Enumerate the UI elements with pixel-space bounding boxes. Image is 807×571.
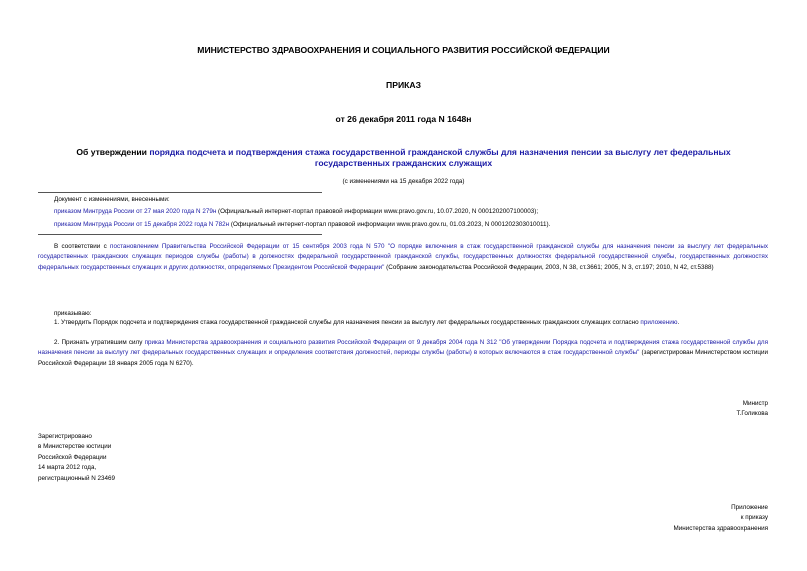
preamble-paragraph (38, 242, 768, 273)
order-item-2 (38, 338, 768, 369)
registration-block (38, 432, 238, 484)
doc-date-number: от 26 декабря 2011 года N 1648н (335, 114, 472, 124)
change-link-2[interactable]: приказом Минтруда России от 15 декабря 2022 года N 782н (54, 220, 230, 228)
repealed-order-link[interactable]: приказ Министерства здравоохранения и социального развития Российской Федерации от 9 декабря 2004 года N 312 "Об утверждении Порядка подсчета и подтверждения стажа государственной службы для назначения пенсии за выслугу лет федеральных государственных служащих и определения соответствия должностей, периоды службы (работы) в которых включаются в стаж государственной службы" (38, 339, 768, 357)
change-rest-2: (Официальный интернет-портал правовой информации www.pravo.gov.ru, 01.03.2023, N 0001202303010011). (229, 220, 551, 228)
title-prefix: Об утверждении (76, 147, 150, 157)
signature-block (560, 399, 768, 420)
appendix-link[interactable]: приложению (640, 319, 678, 326)
appendix-line: к приказу (740, 514, 768, 522)
doc-type-heading: ПРИКАЗ (386, 80, 421, 90)
change-link-1[interactable]: приказом Минтруда России от 27 мая 2020 года N 279н (54, 208, 217, 216)
item-2-tail: (зарегистрирован Министерством юстиции Российской Федерации 18 января 2005 года N 6270). (38, 349, 768, 367)
appendix-block (560, 503, 768, 534)
registration-line: в Министерстве юстиции (38, 443, 112, 451)
title-link[interactable]: порядка подсчета и подтверждения стажа государственной гражданской службы для назначения пенсии за выслугу лет федеральных государственных гражданских служащих (149, 147, 731, 168)
changes-heading: Документ с изменениями, внесенными: (54, 196, 170, 203)
change-rest-1: (Официальный интернет-портал правовой информации www.pravo.gov.ru, 10.07.2020, N 0001202007100003); (216, 208, 539, 216)
appendix-line: Приложение (731, 504, 768, 511)
item-1-text: 1. Утвердить Порядок подсчета и подтверждения стажа государственной гражданской службы для назначения пенсии за выслугу лет федеральных государственных гражданских служащих согласно (54, 319, 641, 326)
document-title (60, 147, 747, 169)
changes-top-rule (38, 192, 322, 193)
ministry-heading: МИНИСТЕРСТВО ЗДРАВООХРАНЕНИЯ И СОЦИАЛЬНОГО РАЗВИТИЯ РОССИЙСКОЙ ФЕДЕРАЦИИ (197, 45, 610, 55)
registration-line: 14 марта 2012 года, (38, 464, 97, 472)
change-item (54, 220, 774, 230)
order-word: приказываю: (54, 310, 92, 317)
registration-line: регистрационный N 23469 (38, 474, 116, 482)
preamble-rest: (Собрание законодательства Российской Федерации, 2003, N 38, ст.3661; 2005, N 3, ст.197; 2010, N 42, ст.5388) (384, 263, 714, 271)
order-item-1 (38, 318, 768, 328)
changes-block (54, 195, 774, 230)
signature-position: Министр (742, 400, 768, 407)
registration-line: Зарегистрировано (38, 433, 92, 440)
changes-bottom-rule (38, 234, 322, 235)
item-1-tail: . (677, 319, 680, 326)
item-2-text: 2. Признать утратившим силу (54, 339, 145, 346)
change-item (54, 207, 774, 217)
registration-line: Российской Федерации (38, 453, 107, 461)
signature-name: Т.Голикова (736, 410, 768, 418)
preamble-intro: В соответствии с (54, 243, 111, 250)
preamble-link[interactable]: постановлением Правительства Российской Федерации от 15 сентября 2003 года N 570 "О порядке включения в стаж государственной гражданской службы для назначения пенсии за выслугу лет федеральных государственных гражданских служащих периодов службы (работы) в должностях федеральной государственной гражданской службы, государственных должностях федеральной государственной службы, государственных должностях федеральных государственных служащих и других должностях, определяемых Президентом Российской Федерации" (38, 243, 768, 271)
appendix-line: Министерства здравоохранения (673, 524, 768, 532)
edition-note: (с изменениями на 15 декабря 2022 года) (342, 178, 465, 185)
